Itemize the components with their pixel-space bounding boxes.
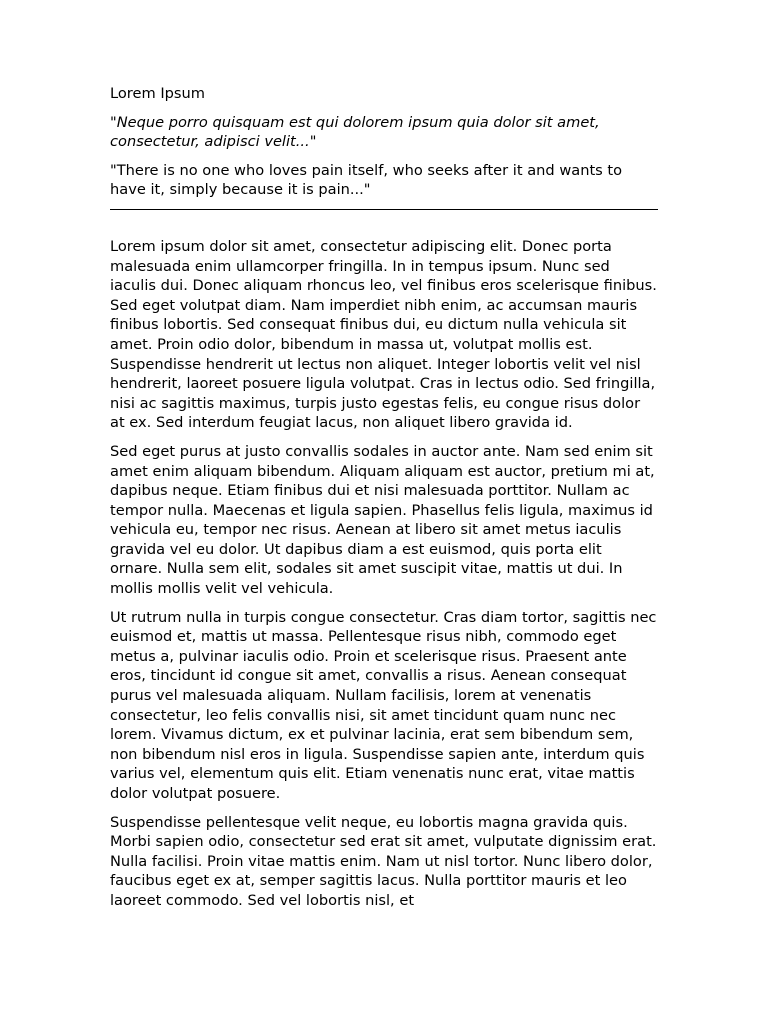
paragraph: Ut rutrum nulla in turpis congue consectetur. Cras diam tortor, sagittis nec euismod et, mattis ut massa. Pellentesque risus nibh, commodo eget metus a, pulvinar iaculis odio. Proin et scelerisque risus. Praesent ante eros, tincidunt id congue sit amet, convallis a risus. Aenean consequat purus vel malesuada aliquam. Nullam facilisis, lorem at venenatis consectetur, leo felis convallis nisi, sit amet tincidunt quam nunc nec lorem. Vivamus dictum, ex et pulvinar lacinia, erat sem bibendum sem, non bibendum nisl eros in ligula. Suspendisse sapien ante, interdum quis varius vel, elementum quis elit. Etiam venenatis nunc erat, vitae mattis dolor volutpat posuere. [110, 608, 657, 802]
paragraph: Lorem ipsum dolor sit amet, consectetur adipiscing elit. Donec porta malesuada enim ullamcorper fringilla. In in tempus ipsum. Nunc sed iaculis dui. Donec aliquam rhoncus leo, vel finibus eros scelerisque finibus. Sed eget volutpat diam. Nam imperdiet nibh enim, ac accumsan mauris finibus lobortis. Sed consequat finibus dui, eu dictum nulla vehicula sit amet. Proin odio dolor, bibendum in massa ut, volutpat mollis est. Suspendisse hendrerit ut lectus non aliquet. Integer lobortis velit vel nisl hendrerit, laoreet posuere ligula volutpat. Cras in lectus odio. Sed fringilla, nisi ac sagittis maximus, turpis justo egestas felis, eu congue risus dolor at ex. Sed interdum feugiat lacus, non aliquet libero gravida id. [110, 237, 657, 432]
page-title: Lorem Ipsum [110, 85, 205, 102]
document-page [110, 84, 658, 920]
header-divider [110, 209, 658, 210]
body-text [110, 237, 658, 911]
latin-quote-text: Neque porro quisquam est qui dolorem ipsum quia dolor sit amet, consectetur, adipisci velit... [110, 113, 600, 151]
latin-quote: "Neque porro quisquam est qui dolorem ipsum quia dolor sit amet, consectetur, adipisci velit..." [110, 113, 600, 151]
paragraph: Sed eget purus at justo convallis sodales in auctor ante. Nam sed enim sit amet enim aliquam bibendum. Aliquam aliquam est auctor, pretium mi at, dapibus neque. Etiam finibus dui et nisi malesuada porttitor. Nullam ac tempor nulla. Maecenas et ligula sapien. Phasellus felis ligula, maximus id vehicula eu, tempor nec risus. Aenean at libero sit amet metus iaculis gravida vel eu dolor. Ut dapibus diam a est euismod, quis porta elit ornare. Nulla sem elit, sodales sit amet suscipit vitae, mattis ut dui. In mollis mollis velit vel vehicula. [110, 442, 655, 598]
english-quote: "There is no one who loves pain itself, who seeks after it and wants to have it, simply because it is pain..." [110, 161, 623, 199]
paragraph: Suspendisse pellentesque velit neque, eu lobortis magna gravida quis. Morbi sapien odio, consectetur sed erat sit amet, vulputate dignissim erat. Nulla facilisi. Proin vitae mattis enim. Nam ut nisl tortor. Nunc libero dolor, faucibus eget ex at, semper sagittis lacus. Nulla porttitor mauris et leo laoreet commodo. Sed vel lobortis nisl, et [110, 813, 657, 909]
